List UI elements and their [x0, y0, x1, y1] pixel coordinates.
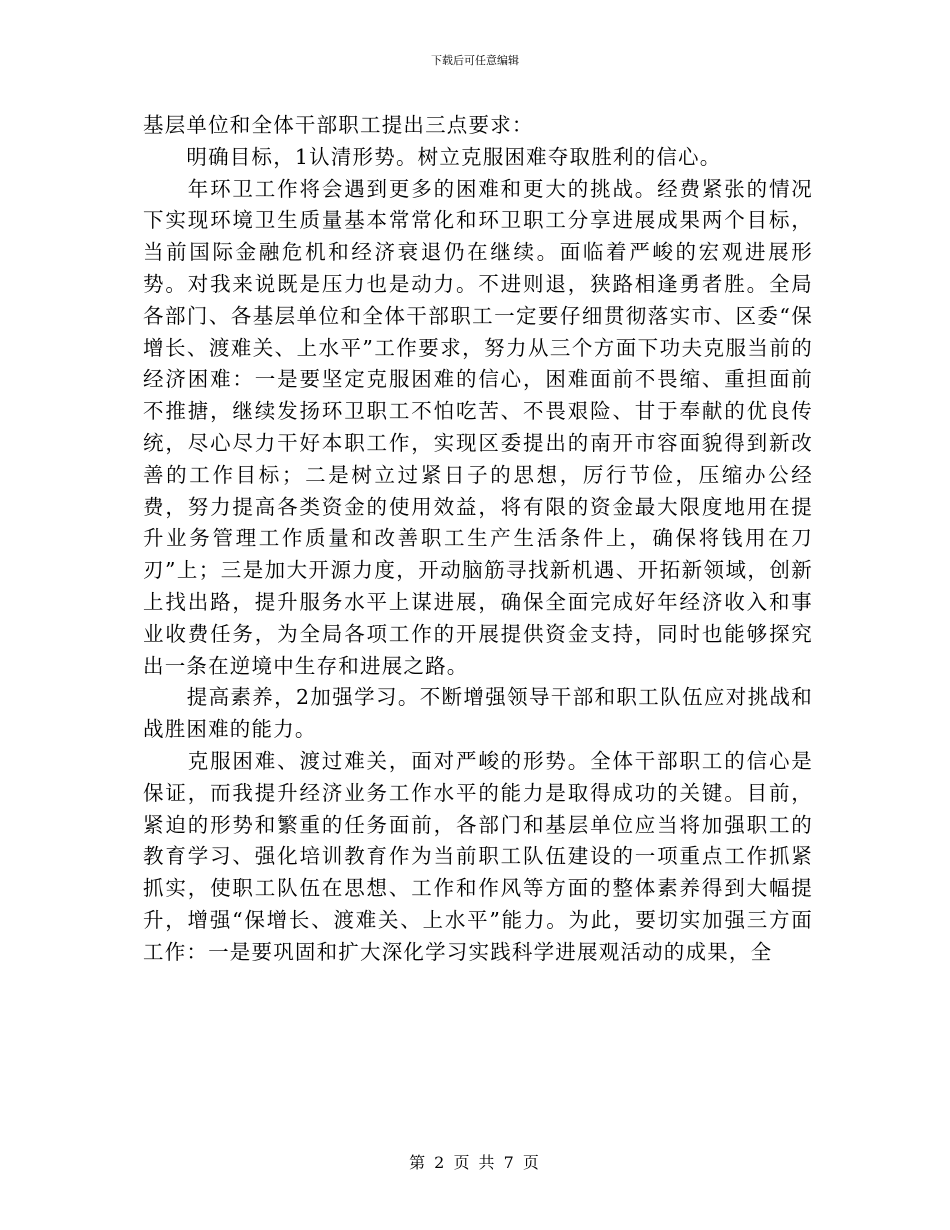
paragraph-3: 年环卫工作将会遇到更多的困难和更大的挑战。经费紧张的情况下实现环境卫生质量基本常常化和环卫职工分享进展成果两个目标，当前国际金融危机和经济衰退仍在继续。面临着严峻的宏观进展形势。对我来说既是压力也是动力。不进则退，狭路相逢勇者胜。全局各部门、各基层单位和全体干部职工一定要仔细贯彻落实市、区委“保增长、渡难关、上水平”工作要求，努力从三个方面下功夫克服当前的经济困难：一是要坚定克服困难的信心，困难面前不畏缩、重担面前不推搪，继续发扬环卫职工不怕吃苦、不畏艰险、甘于奉献的优良传统，尽心尽力干好本职工作，实现区委提出的南开市容面貌得到新改善的工作目标；二是树立过紧日子的思想，厉行节俭，压缩办公经费，努力提高各类资金的使用效益，将有限的资金最大限度地用在提升业务管理工作质量和改善职工生产生活条件上，确保将钱用在刀刃”上；三是加大开源力度，开动脑筋寻找新机遇、开拓新领域，创新上找出路，提升服务水平上谋进展，确保全面完成好年经济收入和事业收费任务，为全局各项工作的开展提供资金支持，同时也能够探究出一条在逆境中生存和进展之路。 — [143, 176, 813, 678]
paragraph-4: 提高素养，2加强学习。不断增强领导干部和职工队伍应对挑战和战胜困难的能力。 — [143, 685, 813, 742]
paragraph-2: 明确目标，1认清形势。树立克服困难夺取胜利的信心。 — [143, 144, 722, 169]
page-header: 下载后可任意编辑 — [431, 54, 519, 67]
paragraph-1: 基层单位和全体干部职工提出三点要求： — [143, 113, 534, 137]
paragraph-5: 克服困难、渡过难关，面对严峻的形势。全体干部职工的信心是保证，而我提升经济业务工作水平的能力是取得成功的关键。目前，紧迫的形势和繁重的任务面前，各部门和基层单位应当将加强职工的教育学习、强化培训教育作为当前职工队伍建设的一项重点工作抓紧抓实，使职工队伍在思想、工作和作风等方面的整体素养得到大幅提升，增强“保增长、渡难关、上水平”能力。为此，要切实加强三方面工作：一是要巩固和扩大深化学习实践科学进展观活动的成果，全 — [143, 748, 813, 964]
page-number-footer: 第 2 页 共 7 页 — [409, 1153, 541, 1172]
document-body — [143, 110, 813, 969]
